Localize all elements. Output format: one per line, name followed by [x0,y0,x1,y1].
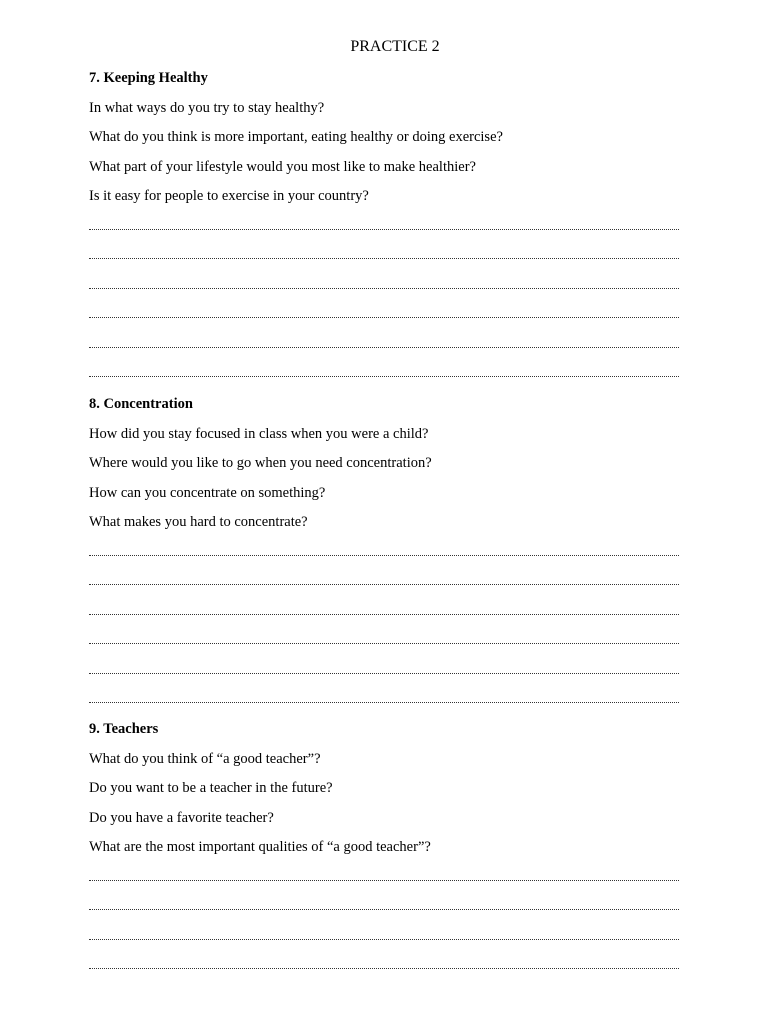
question: What do you think of “a good teacher”? [89,750,321,767]
answer-line[interactable] [89,275,679,305]
answer-line[interactable] [89,660,679,690]
answer-line[interactable] [89,926,679,956]
answer-line[interactable] [89,571,679,601]
question: What part of your lifestyle would you most like to make healthier? [89,158,476,175]
answer-line[interactable] [89,304,679,334]
section-teachers [89,719,679,985]
answer-line[interactable] [89,955,679,985]
question: Where would you like to go when you need concentration? [89,455,432,471]
question: What are the most important qualities of “a good teacher”? [89,839,431,855]
page-title: PRACTICE 2 [350,38,440,55]
section-keeping-healthy [89,68,679,393]
question: What do you think is more important, eating healthy or doing exercise? [89,129,503,145]
question: Is it easy for people to exercise in your country? [89,188,369,204]
question: What makes you hard to concentrate? [89,514,308,530]
answer-line[interactable] [89,216,679,246]
question: In what ways do you try to stay healthy? [89,99,325,116]
section-heading: 9. Teachers [89,721,159,737]
section-concentration [89,394,679,719]
section-heading: 7. Keeping Healthy [89,70,208,86]
answer-line[interactable] [89,363,679,393]
answer-line[interactable] [89,630,679,660]
question: Do you want to be a teacher in the future? [89,780,333,796]
answer-line[interactable] [89,689,679,719]
question: Do you have a favorite teacher? [89,809,274,826]
answer-line[interactable] [89,896,679,926]
question: How can you concentrate on something? [89,484,326,501]
section-heading: 8. Concentration [89,396,193,412]
answer-line[interactable] [89,334,679,364]
question: How did you stay focused in class when you were a child? [89,425,429,442]
answer-line[interactable] [89,245,679,275]
answer-line[interactable] [89,542,679,572]
answer-line[interactable] [89,601,679,631]
answer-line[interactable] [89,867,679,897]
